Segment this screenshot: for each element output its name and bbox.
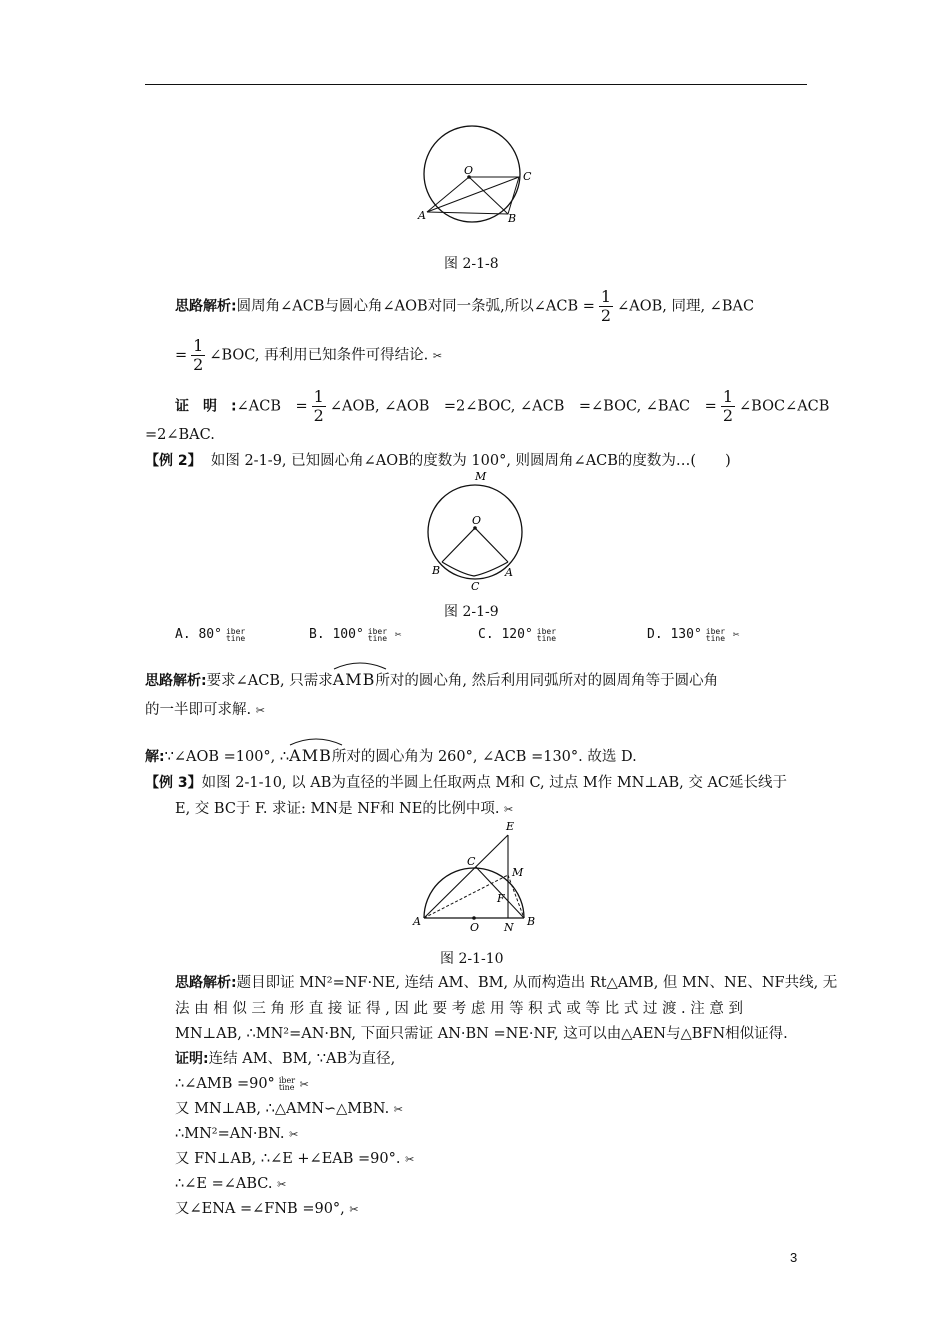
source-mark: iber tine (225, 626, 246, 643)
fraction-half: $\frac{1}{2}$ (313, 387, 324, 425)
ex1-analysis-line1 (175, 288, 754, 325)
ex1-proof-line1: 证 明 :∠ACB = $\frac{1}{2}$ ∠AOB, ∠AOB =2∠BOC, ∠ACB =∠BOC, ∠BAC = $\frac{1}{2}$ ∠BOC∠ACB (175, 387, 830, 425)
fraction-half: $\frac{1}{2}$ (722, 387, 733, 425)
fig1-label-c: C (523, 170, 532, 183)
fig3-label-m: M (512, 866, 524, 879)
source-mark: iber tine (278, 1076, 296, 1092)
scissor-mark-icon: ✂ (255, 704, 265, 717)
fig2-label-m: M (475, 470, 487, 483)
scissor-mark-icon: ✂ (732, 628, 740, 641)
fig3-label-e: E (506, 820, 515, 833)
scissor-mark-icon: ✂ (289, 1128, 299, 1141)
fig1-label-o: O (464, 164, 474, 177)
ex3-proof-line5: ∴∠E =∠ABC. ✂ (175, 1176, 287, 1192)
figure-caption: 图 2-1-9 (444, 604, 499, 620)
figure-caption: 图 2-1-10 (440, 951, 504, 967)
fig1-label-b: B (508, 212, 517, 225)
ex1-analysis-line2: = $\frac{1}{2}$ ∠BOC, 再利用已知条件可得结论. ✂ (175, 336, 443, 374)
source-mark: iber tine (705, 626, 726, 643)
fig2-label-o: O (472, 514, 482, 527)
figure-2-1-10 (408, 815, 548, 937)
example-label: 【例 3】 (145, 775, 202, 791)
analysis-label: 思路解析: (175, 298, 237, 315)
ex3-analysis-line3: MN⊥AB, ∴MN²=AN·BN, 下面只需证 AN·BN =NE·NF, 这可以由△AEN与△BFN相似证得. (175, 1026, 788, 1042)
source-mark: iber tine (367, 626, 388, 643)
figure-2-1-8 (410, 125, 540, 225)
ex3-proof-line2: 又 MN⊥AB, ∴△AMN∽△MBN. ✂ (175, 1101, 404, 1117)
ex3-proof-line6: 又∠ENA =∠FNB =90°, ✂ (175, 1201, 359, 1217)
analysis-label: 思路解析: (145, 673, 207, 689)
scissor-mark-icon: ✂ (432, 349, 443, 363)
fig2-label-a: A (505, 566, 513, 579)
ex3-question-line1: 【例 3】如图 2-1-10, 以 AB为直径的半圆上任取两点 M和 C, 过点 M作 MN⊥AB, 交 AC延长线于 (145, 775, 788, 791)
scissor-mark-icon: ✂ (394, 628, 402, 641)
fig3-label-c: C (467, 855, 476, 868)
ex3-proof-line4: 又 FN⊥AB, ∴∠E +∠EAB =90°. ✂ (175, 1151, 415, 1167)
analysis-label: 思路解析: (175, 975, 237, 991)
fig3-label-b: B (527, 915, 536, 928)
ex3-proof-line0: 证明:连结 AM、BM, ∵AB为直径, (175, 1051, 396, 1067)
ex1-proof-line2: =2∠BAC. (145, 427, 215, 443)
figure-caption: 图 2-1-8 (444, 256, 499, 272)
ex3-question-line2: E, 交 BC于 F. 求证: MN是 NF和 NE的比例中项. ✂ (175, 801, 514, 817)
fig2-label-b: B (432, 564, 441, 577)
scissor-mark-icon: ✂ (393, 1103, 404, 1116)
fig3-label-n: N (504, 921, 514, 934)
fig3-label-o: O (470, 921, 480, 934)
ex3-proof-line1: ∴∠AMB =90° iber tine ✂ (175, 1076, 309, 1092)
arc-amb: AMB (289, 740, 332, 766)
ex2-solution: 解:∵∠AOB =100°, ∴ AMB所对的圆心角为 260°, ∠ACB =130°. 故选 D. (145, 740, 637, 767)
ex2-analysis-line1: 思路解析:要求∠ACB, 只需求 AMB所对的圆心角, 然后利用同弧所对的圆周角等于圆心角 (145, 664, 718, 691)
analysis-text: 圆周角∠ACB与圆心角∠AOB对同一条弧,所以∠ACB = (236, 298, 595, 315)
proof-label: 证 明 : (175, 398, 237, 415)
ex3-analysis-line1: 思路解析:题目即证 MN²=NF·NE, 连结 AM、BM, 从而构造出 Rt△AMB, 但 MN、NE、NF共线, 无 (175, 975, 838, 991)
fig1-label-a: A (418, 209, 426, 222)
option-b[interactable]: B. 100° iber tine ✂ (309, 626, 402, 643)
fig3-label-f: F (497, 892, 505, 905)
proof-label: 证明: (175, 1051, 209, 1067)
example-label: 【例 2】 (145, 453, 202, 469)
header-rule (145, 84, 807, 85)
page-number: 3 (790, 1250, 798, 1265)
fig2-label-c: C (471, 580, 480, 593)
option-d[interactable]: D. 130° iber tine ✂ (647, 626, 740, 643)
option-a[interactable]: A. 80° iber tine (175, 626, 246, 643)
ex3-analysis-line2: 法 由 相 似 三 角 形 直 接 证 得 , 因 此 要 考 虑 用 等 积 式 或 等 比 式 过 渡 . 注 意 到 (175, 1001, 743, 1017)
scissor-mark-icon: ✂ (405, 1153, 415, 1166)
ex3-proof-line3: ∴MN²=AN·BN. ✂ (175, 1126, 299, 1142)
scissor-mark-icon: ✂ (277, 1178, 287, 1191)
figure-2-1-9 (422, 470, 532, 595)
fraction-half: $\frac{1}{2}$ (193, 336, 204, 374)
scissor-mark-icon: ✂ (299, 1078, 309, 1091)
arc-amb: AMB (333, 664, 376, 690)
scissor-mark-icon: ✂ (349, 1203, 359, 1216)
ex2-analysis-line2: 的一半即可求解. ✂ (145, 702, 265, 718)
solution-label: 解: (145, 749, 165, 765)
analysis-text: ∠BOC, 再利用已知条件可得结论. (209, 347, 429, 364)
fig3-label-a: A (413, 915, 421, 928)
fraction-half: $\frac{1}{2}$ (600, 287, 612, 325)
option-c[interactable]: C. 120° iber tine (478, 626, 557, 643)
scissor-mark-icon: ✂ (504, 803, 514, 816)
ex2-question: 【例 2】 如图 2-1-9, 已知圆心角∠AOB的度数为 100°, 则圆周角∠ACB的度数为…( ) (145, 453, 731, 469)
source-mark: iber tine (536, 626, 557, 643)
analysis-text: ∠AOB, 同理, ∠BAC (617, 298, 755, 315)
